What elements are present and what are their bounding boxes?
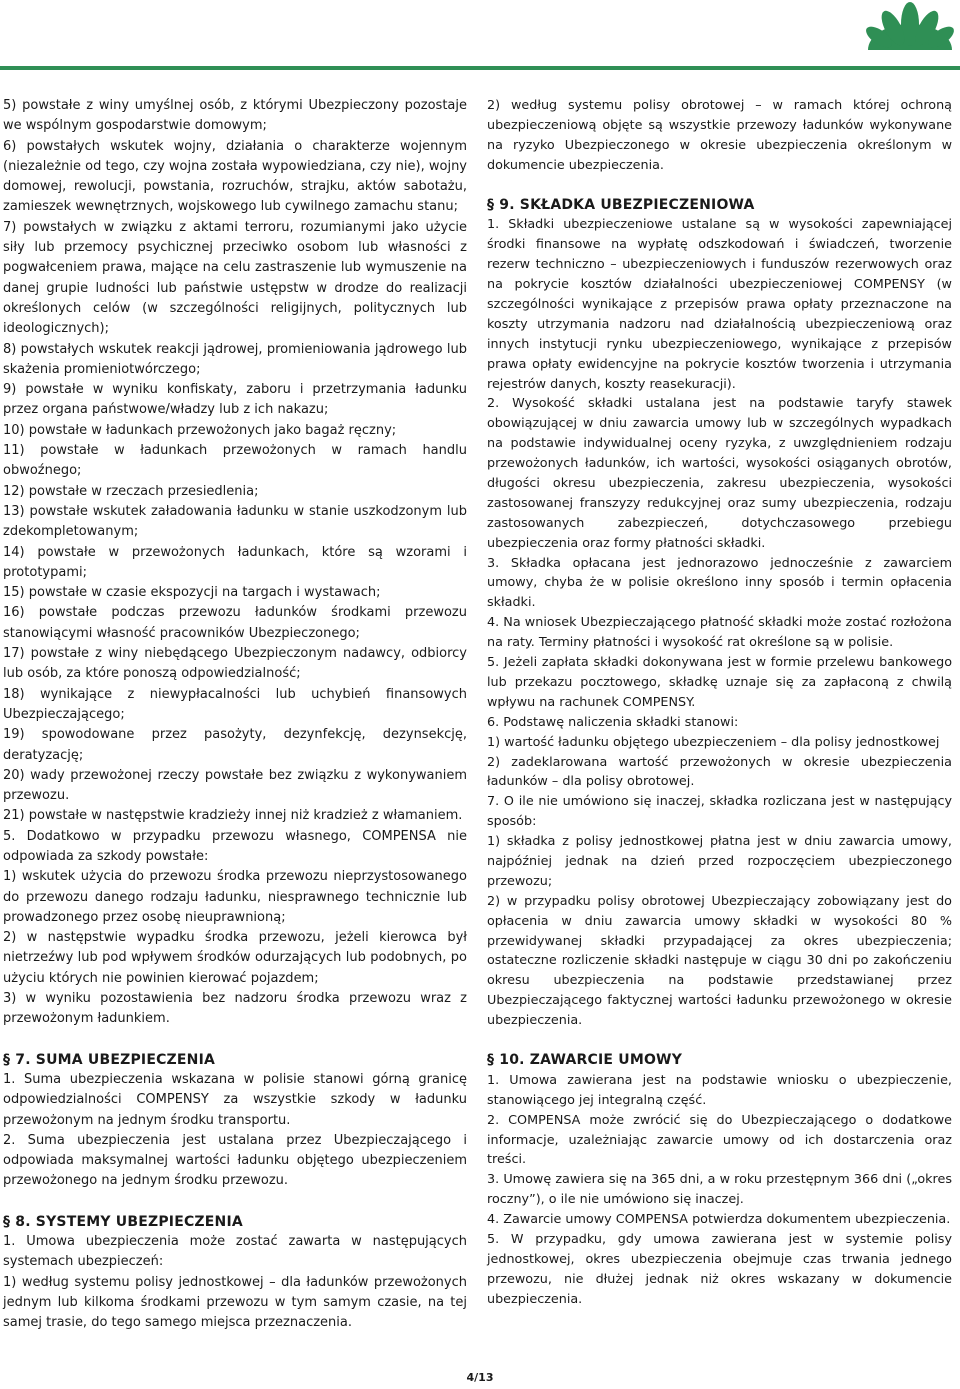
paragraph: 2. Wysokość składki ustalana jest na podstawie taryfy stawek obowiązującej w dniu zawarcia umowy lub w szczególnych wypadkach na podstawie indywidualnej oceny ryzyka, z uwzględnieniem rodzaju przewożonych ładunków, ich wartości, wysokości osiąganych obrotów, długości okresu ubezpieczenia, zakresu ubezpieczenia, wysokości zastosowanej franszyzy redukcyjnej oraz sumy ubezpieczenia, rodzaju zastosowanych zabezpieczeń, dotychczasowego przebiegu ubezpieczenia oraz formy płatności składki.: [487, 396, 952, 551]
paragraph: 7. O ile nie umówiono się inaczej, składka rozliczana jest w następujący sposób:: [487, 794, 952, 830]
paragraph: 13) powstałe wskutek załadowania ładunku w stanie uszkodzonym lub zdekompletowanym;: [3, 503, 467, 540]
paragraph: 1) wartość ładunku objętego ubezpieczeniem – dla polisy jednostkowej: [487, 734, 940, 750]
right-column: [487, 96, 952, 1310]
paragraph: 19) spowodowane przez pasożyty, dezynfekcję, dezynsekcję, deratyzację;: [3, 727, 467, 763]
section-heading: § 8. SYSTEMY UBEZPIECZENIA: [3, 1213, 243, 1230]
paragraph: 5. Dodatkowo w przypadku przewozu własnego, COMPENSA nie odpowiada za szkody powstałe:: [3, 828, 467, 864]
left-column: [3, 96, 467, 1334]
spacer: [487, 1031, 952, 1051]
paragraph: 1. Suma ubezpieczenia wskazana w polisie stanowi górną granicę odpowiedzialności COMPENSY za wszystkie szkody w ładunku przewożonym na jednym środku transportu.: [3, 1071, 467, 1128]
section-heading: § 10. ZAWARCIE UMOWY: [487, 1051, 683, 1068]
paragraph: 1. Umowa ubezpieczenia może zostać zawarta w następujących systemach ubezpieczeń:: [3, 1234, 467, 1270]
paragraph: 1) wskutek użycia do przewozu środka przewozu nieprzystosowanego do przewozu danego rodzaju ładunku, niesprawnego technicznie lub prowadzonego przez osobę nieuprawnioną;: [3, 869, 467, 925]
paragraph: 15) powstałe w czasie ekspozycji na targach i wystawach;: [3, 585, 381, 601]
paragraph: 1) według systemu polisy jednostkowej – dla ładunków przewożonych jednym lub kilkoma środkami przewozu w tym samym czasie, na tej samej trasie, do tego samego miejsca przeznaczenia.: [3, 1274, 467, 1331]
section-heading: § 9. SKŁADKA UBEZPIECZENIOWA: [487, 196, 755, 213]
section-heading: § 7. SUMA UBEZPIECZENIA: [3, 1051, 216, 1068]
paragraph: 2) według systemu polisy obrotowej – w ramach której ochroną ubezpieczeniową objęte są wszystkie przewozy ładunków wykonywane na ryzyko Ubezpieczonego w okresie ubezpieczenia określonym w dokumencie ubezpieczenia.: [487, 98, 952, 173]
paragraph: 8) powstałych wskutek reakcji jądrowej, promieniowania jądrowego lub skażenia promieniotwórczego;: [3, 341, 467, 377]
paragraph: 2) zadeklarowana wartość przewożonych w okresie ubezpieczenia ładunków – dla polisy obrotowej.: [487, 754, 952, 790]
paragraph: 9) powstałe w wyniku konfiskaty, zaboru i przetrzymania ładunku przez organa państwowe/władzy lub z ich nakazu;: [3, 382, 467, 418]
paragraph: 20) wady przewożonej rzeczy powstałe bez związku z wykonywaniem przewozu.: [3, 767, 467, 804]
spacer: [487, 176, 952, 196]
page-number: 4/13: [466, 1371, 494, 1384]
paragraph: 1. Składki ubezpieczeniowe ustalane są w wysokości zapewniającej środki finansowe na wypłatę odszkodowań i świadczeń, tworzenie rezerw techniczno – ubezpieczeniowych i funduszów rezerwowych oraz na pokrycie kosztów działalności ubezpieczeniowej COMPENSY (w szczególności wynikające z przepisów prawa opłaty przeznaczone na koszty utrzymania nadzoru nad działalnością ubezpieczeniową oraz innych instytucji rynku ubezpieczeniowego, wynikające z przepisów prawa opłaty ewidencyjne na pokrycie kosztów tworzenia i utrzymania rejestrów danych, koszty reasekuracji).: [487, 217, 952, 392]
spacer: [3, 1192, 467, 1212]
paragraph: 3. Umowę zawiera się na 365 dni, a w roku przestępnym 366 dni („okres roczny”), o ile nie umówiono się inaczej.: [487, 1172, 952, 1208]
paragraph: 14) powstałe w przewożonych ładunkach, które są wzorami i prototypami;: [3, 544, 467, 580]
paragraph: 21) powstałe w następstwie kradzieży innej niż kradzież z włamaniem.: [3, 808, 463, 824]
paragraph: 4. Na wniosek Ubezpieczającego płatność składki może zostać rozłożona na raty. Terminy płatności i wysokość rat określone są w polisie.: [487, 615, 952, 651]
paragraph: 1. Umowa zawierana jest na podstawie wniosku o ubezpieczenie, stanowiącego jej integralną część.: [487, 1072, 952, 1108]
paragraph: 5. Jeżeli zapłata składki dokonywana jest w formie przelewu bankowego lub przekazu pocztowego, składkę uznaje się za zapłaconą z chwilą wpływu na rachunek COMPENSY.: [487, 655, 952, 710]
header-rule: [0, 66, 960, 70]
paragraph: 5) powstałe z winy umyślnej osób, z którymi Ubezpieczony pozostaje we wspólnym gospodarstwie domowym;: [3, 98, 467, 134]
paragraph: 17) powstałe z winy niebędącego Ubezpieczonym nadawcy, odbiorcy lub osób, za które ponoszą odpowiedzialność;: [3, 646, 467, 682]
paragraph: 2) w następstwie wypadku środka przewozu, jeżeli kierowca był nietrzeźwy lub pod wpływem środków odurzających lub podobnych, po użyciu których nie powinien kierować pojazdem;: [3, 930, 467, 986]
paragraph: 2) w przypadku polisy obrotowej Ubezpieczający zobowiązany jest do opłacenia w dniu zawarcia umowy składki w wysokości 80 % przewidywanej składki przypadającej za okres ubezpieczenia; ostateczne rozliczenie składki następuje w ciągu 30 dni po zakończeniu okresu ubezpieczenia na podstawie przedstawianej przez Ubezpieczającego faktycznej wartości ładunku przewożonego w okresie ubezpieczenia.: [487, 893, 952, 1029]
paragraph: 6. Podstawę naliczenia składki stanowi:: [487, 714, 739, 730]
paragraph: 12) powstałe w rzeczach przesiedlenia;: [3, 483, 259, 499]
paragraph: 7) powstałych w związku z aktami terroru, rozumianymi jako użycie siły lub przemocy psychicznej przeciwko osobom lub własności z pogwałceniem prawa, mające na celu zastraszenie lub wymuszenie na danej grupie ludności lub państwie ustępstw w drodze do realizacji określonych celów (w szczególności religijnych, politycznych lub ideologicznych);: [3, 219, 467, 337]
paragraph: 4. Zawarcie umowy COMPENSA potwierdza dokumentem ubezpieczenia.: [487, 1212, 951, 1228]
company-logo: [862, 0, 958, 56]
paragraph: 2. COMPENSA może zwrócić się do Ubezpieczającego o dodatkowe informacje, uzależniając zawarcie umowy od ich dostarczenia oraz treści.: [487, 1112, 952, 1168]
paragraph: 18) wynikające z niewypłacalności lub uchybień finansowych Ubezpieczającego;: [3, 686, 467, 722]
paragraph: 6) powstałych wskutek wojny, działania o charakterze wojennym (niezależnie od tego, czy wojna została wypowiedziana, czy nie), wojny domowej, rewolucji, powstania, rozruchów, strajku, aktów sabotażu, zamieszek wewnętrznych, wojskowego lub cywilnego zamachu stanu;: [3, 138, 467, 215]
spacer: [3, 1030, 467, 1050]
paragraph: 10) powstałe w ładunkach przewożonych jako bagaż ręczny;: [3, 422, 397, 438]
paragraph: 16) powstałe podczas przewozu ładunków środkami przewozu stanowiącymi własność pracowników Ubezpieczonego;: [3, 605, 467, 641]
paragraph: 2. Suma ubezpieczenia jest ustalana przez Ubezpieczającego i odpowiada maksymalnej wartości ładunku objętego ubezpieczeniem przewożonego na jednym środku przewozu.: [3, 1132, 467, 1189]
paragraph: 11) powstałe w ładunkach przewożonych w ramach handlu obwoźnego;: [3, 443, 467, 479]
paragraph: 3) w wyniku pozostawienia bez nadzoru środka przewozu wraz z przewożonym ładunkiem.: [3, 991, 467, 1027]
paragraph: 1) składka z polisy jednostkowej płatna jest w dniu zawarcia umowy, najpóźniej jednak na dzień przed rozpoczęciem ubezpieczonego przewozu;: [487, 834, 952, 889]
paragraph: 3. Składka opłacana jest jednorazowo jednocześnie z zawarciem umowy, chyba że w polisie określono inny sposób i termin opłacenia składki.: [487, 555, 952, 611]
paragraph: 5. W przypadku, gdy umowa zawierana jest w systemie polisy jednostkowej, okres ubezpieczenia obejmuje czas trwania jednego przewozu, nie dłużej jednak niż okres wskazany w dokumencie ubezpieczenia.: [487, 1231, 952, 1307]
